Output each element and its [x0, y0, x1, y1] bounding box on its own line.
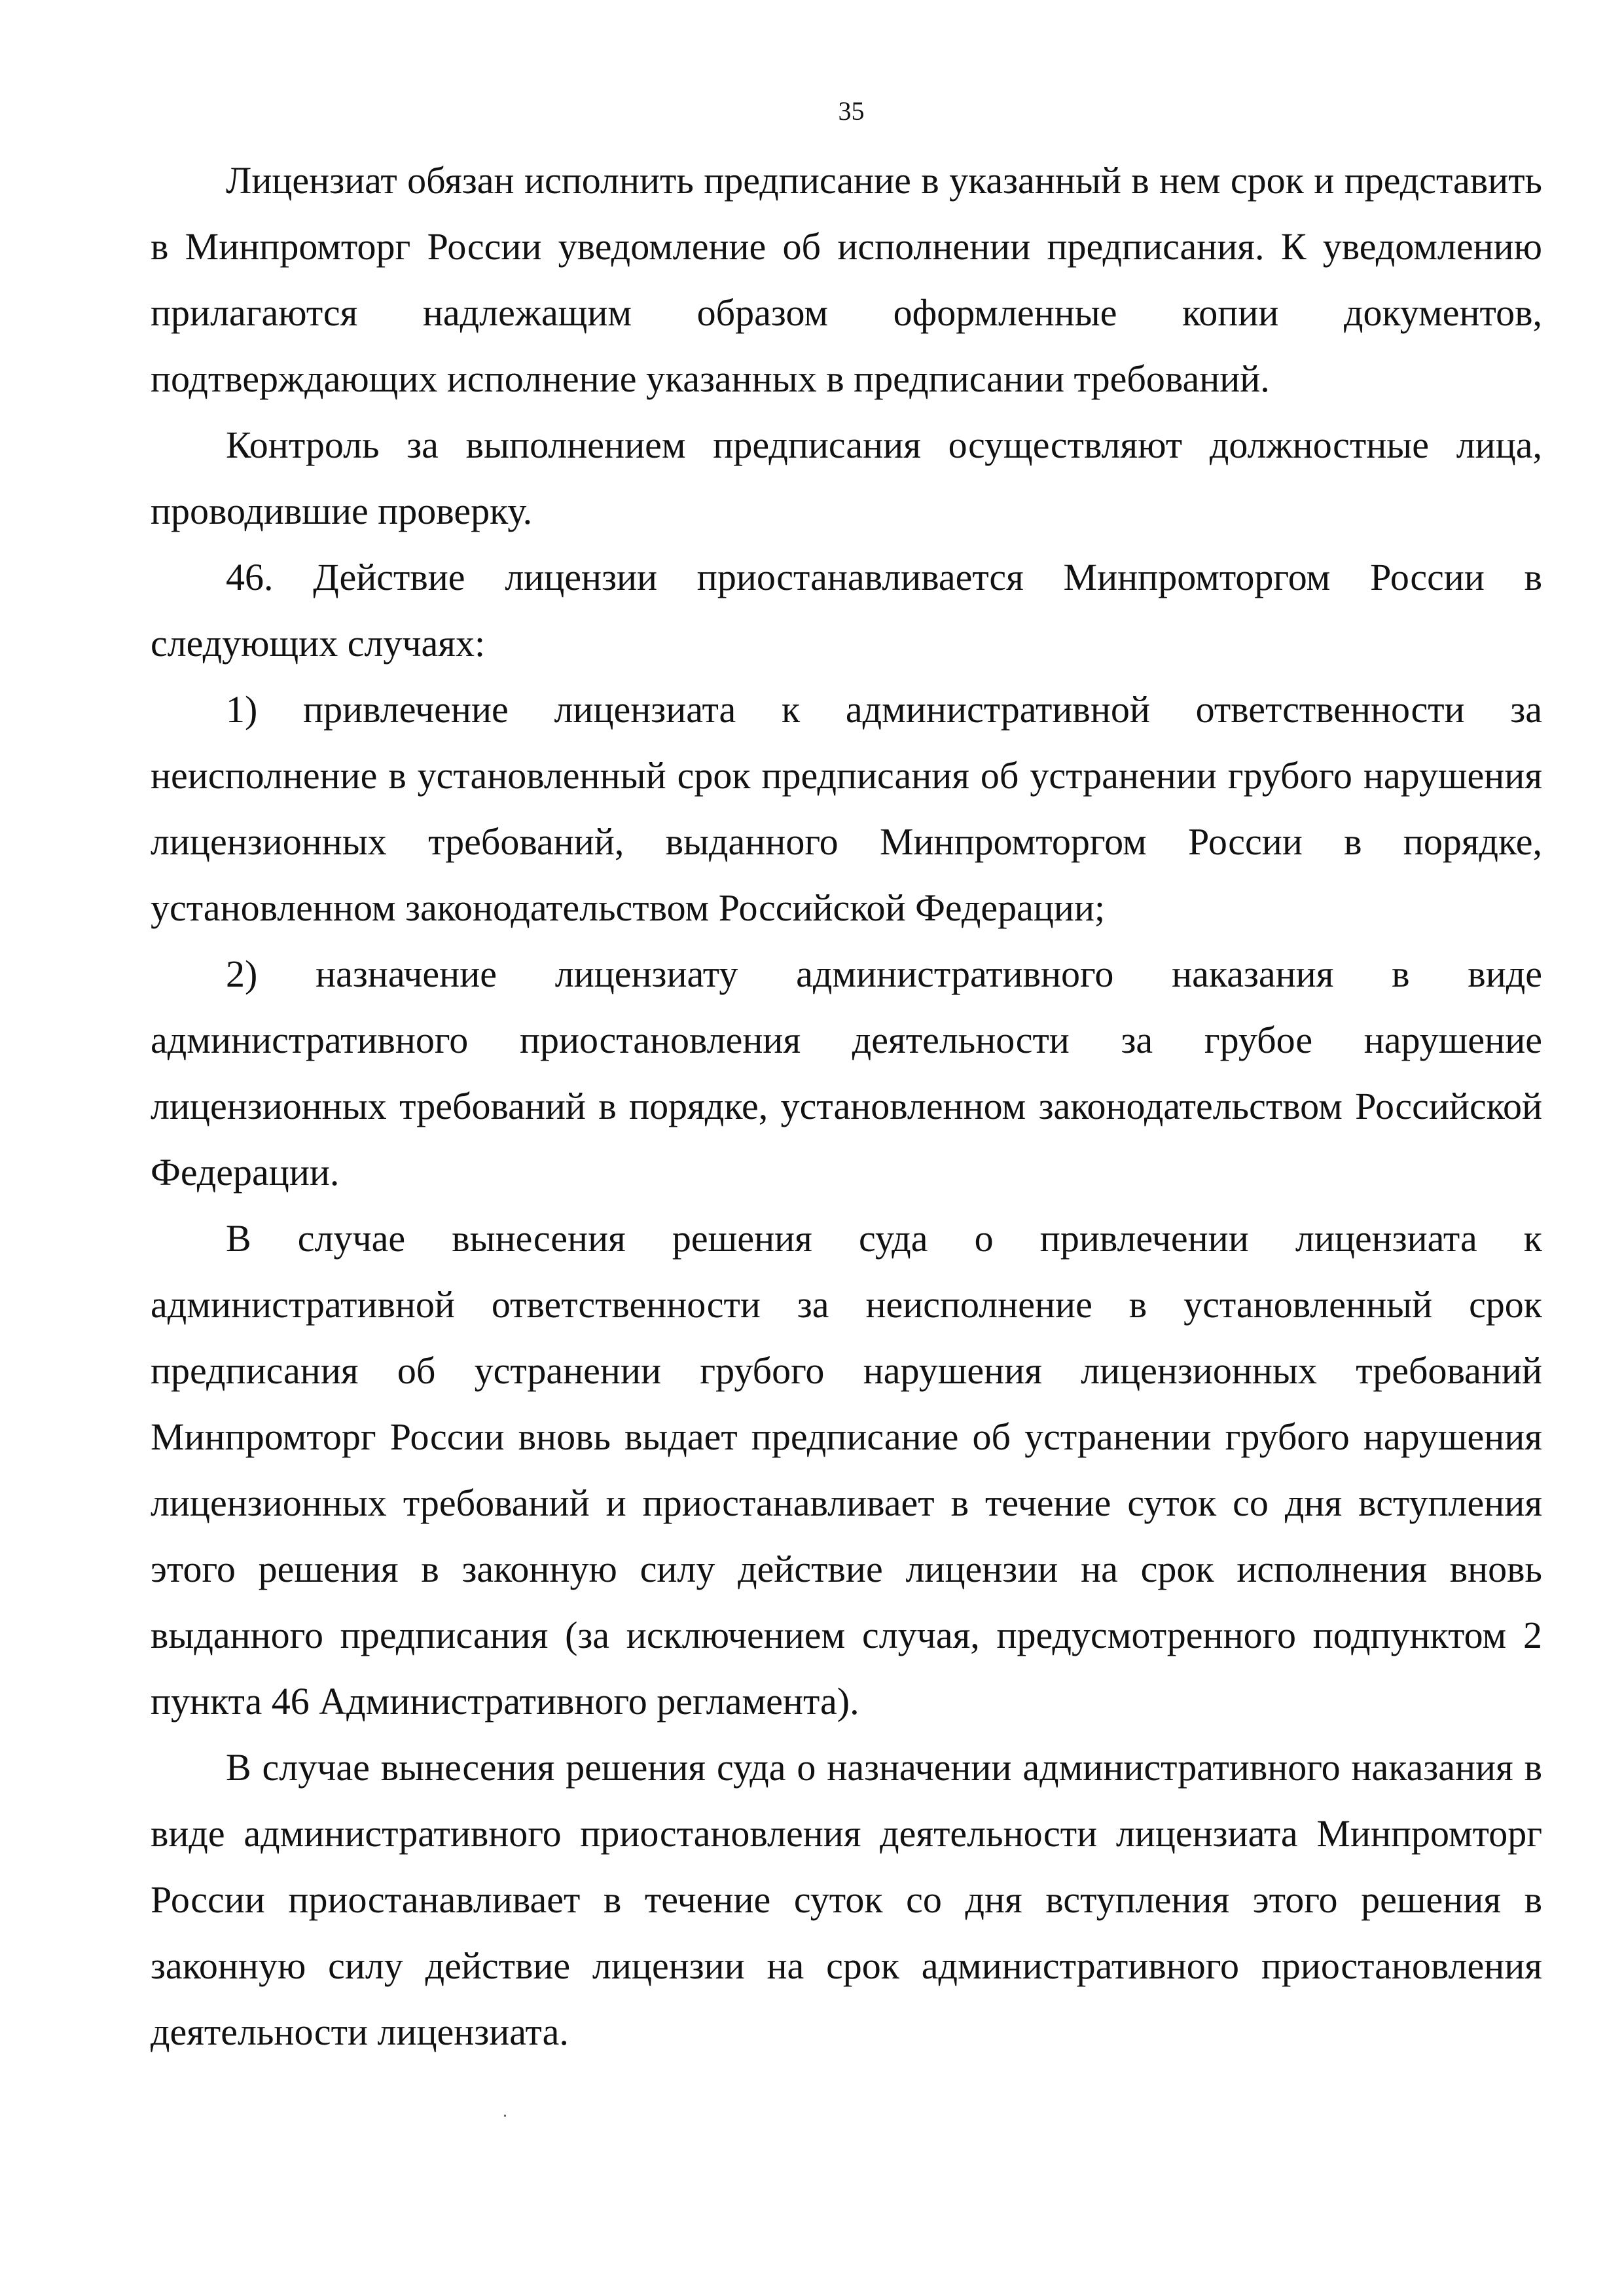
- paragraph-licensee-obligation: Лицензиат обязан исполнить предписание в указанный в нем срок и представить в Минпромторг России уведомление об исполнении предписания. К уведомлению прилагаются надлежащим образом оформленные копии документов, подтверждающих исполнение указанных в предписании требований.: [151, 159, 1542, 400]
- paragraph-case-2: 2) назначение лицензиату административного наказания в виде административного приостановления деятельности за грубое нарушение лицензионных требований в порядке, установленном законодательством Российской Федерации.: [151, 953, 1542, 1194]
- scan-dot-mark: [504, 2115, 506, 2117]
- paragraph-court-decision-penalty: В случае вынесения решения суда о назначении административного наказания в виде административного приостановления деятельности лицензиата Минпромторг России приостанавливает в течение суток со дня вступления этого решения в законную силу действие лицензии на срок административного приостановления деятельности лицензиата.: [151, 1746, 1542, 2053]
- paragraph-control: Контроль за выполнением предписания осуществляют должностные лица, проводившие проверку.: [151, 424, 1542, 532]
- paragraph-46-suspension: 46. Действие лицензии приостанавливается Минпромторгом России в следующих случаях:: [151, 556, 1542, 665]
- paragraph-case-1: 1) привлечение лицензиата к административной ответственности за неисполнение в установленный срок предписания об устранении грубого нарушения лицензионных требований, выданного Минпромторгом России в порядке, установленном законодательством Российской Федерации;: [151, 688, 1542, 929]
- page-number: 35: [838, 96, 865, 126]
- paragraph-court-decision-liability: В случае вынесения решения суда о привлечении лицензиата к административной ответственности за неисполнение в установленный срок предписания об устранении грубого нарушения лицензионных требований Минпромторг России вновь выдает предписание об устранении грубого нарушения лицензионных требований и приостанавливает в течение суток со дня вступления этого решения в законную силу действие лицензии на срок исполнения вновь выданного предписания (за исключением случая, предусмотренного подпунктом 2 пункта 46 Административного регламента).: [151, 1217, 1542, 1722]
- document-body: [151, 147, 1542, 2065]
